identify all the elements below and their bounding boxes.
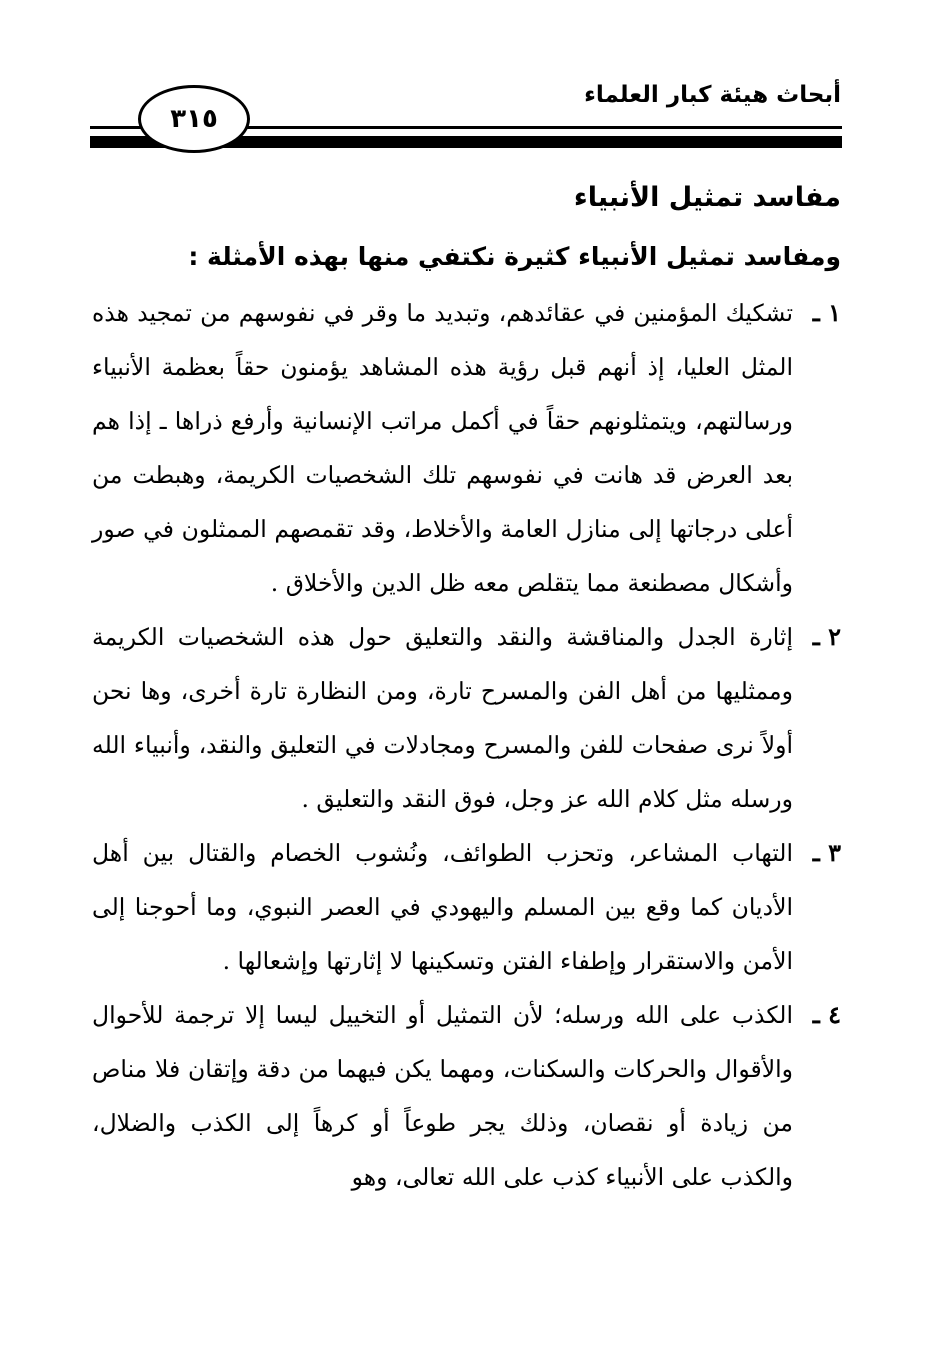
list-item-text: إثارة الجدل والمناقشة والنقد والتعليق حول هذه الشخصيات الكريمة وممثليها من أهل الفن والمسرح تارة، ومن النظارة تارة أخرى، وها نحن أولاً نرى صفحات للفن والمسرح ومجادلات في التعليق والنقد، وأنبياء الله ورسله مثل كلام الله عز وجل، فوق النقد والتعليق . — [92, 623, 793, 813]
list-item-text: التهاب المشاعر، وتحزب الطوائف، ونُشوب الخصام والقتال بين أهل الأديان كما وقع بين المسلم واليهودي في العصر النبوي، وما أحوجنا إلى الأمن والاستقرار وإطفاء الفتن وتسكينها لا إثارتها وإشعالها . — [92, 839, 793, 975]
list-item — [92, 988, 841, 1204]
list-item-text: الكذب على الله ورسله؛ لأن التمثيل أو التخييل ليسا إلا ترجمة للأحوال والأقوال والحركات والسكنات، ومهما يكن فيهما من دقة وإتقان فلا مناص من زيادة أو نقصان، وذلك يجر طوعاً أو كرهاً إلى الكذب والضلال، والكذب على الأنبياء كذب على الله تعالى، وهو — [92, 1001, 793, 1191]
list-item-number: ٢ ـ — [812, 622, 841, 651]
running-title: أبحاث هيئة كبار العلماء — [584, 82, 841, 108]
page-body — [92, 168, 841, 1204]
numbered-list — [92, 286, 841, 1204]
list-item-number: ٤ ـ — [812, 1000, 841, 1029]
list-item — [92, 826, 841, 988]
list-item — [92, 610, 841, 826]
section-intro: ومفاسد تمثيل الأنبياء كثيرة نكتفي منها بهذه الأمثلة : — [188, 242, 841, 271]
list-item-number: ١ ـ — [812, 298, 841, 327]
list-item — [92, 286, 841, 610]
list-item-text: تشكيك المؤمنين في عقائدهم، وتبديد ما وقر في نفوسهم من تمجيد هذه المثل العليا، إذ أنهم قبل رؤية هذه المشاهد يؤمنون حقاً بعظمة الأنبياء ورسالتهم، ويتمثلونهم حقاً في أكمل مراتب الإنسانية وأرفع ذراها ـ إذا هم بعد العرض قد هانت في نفوسهم تلك الشخصيات الكريمة، وهبطت من أعلى درجاتها إلى منازل العامة والأخلاط، وقد تقمصهم الممثلون في صور وأشكال مصطنعة مما يتقلص معه ظل الدين والأخلاق . — [92, 299, 793, 597]
list-item-number: ٣ ـ — [812, 838, 841, 867]
page-number: ٣١٥ — [170, 104, 218, 134]
page-number-oval — [138, 85, 250, 153]
section-heading: مفاسد تمثيل الأنبياء — [573, 182, 841, 213]
